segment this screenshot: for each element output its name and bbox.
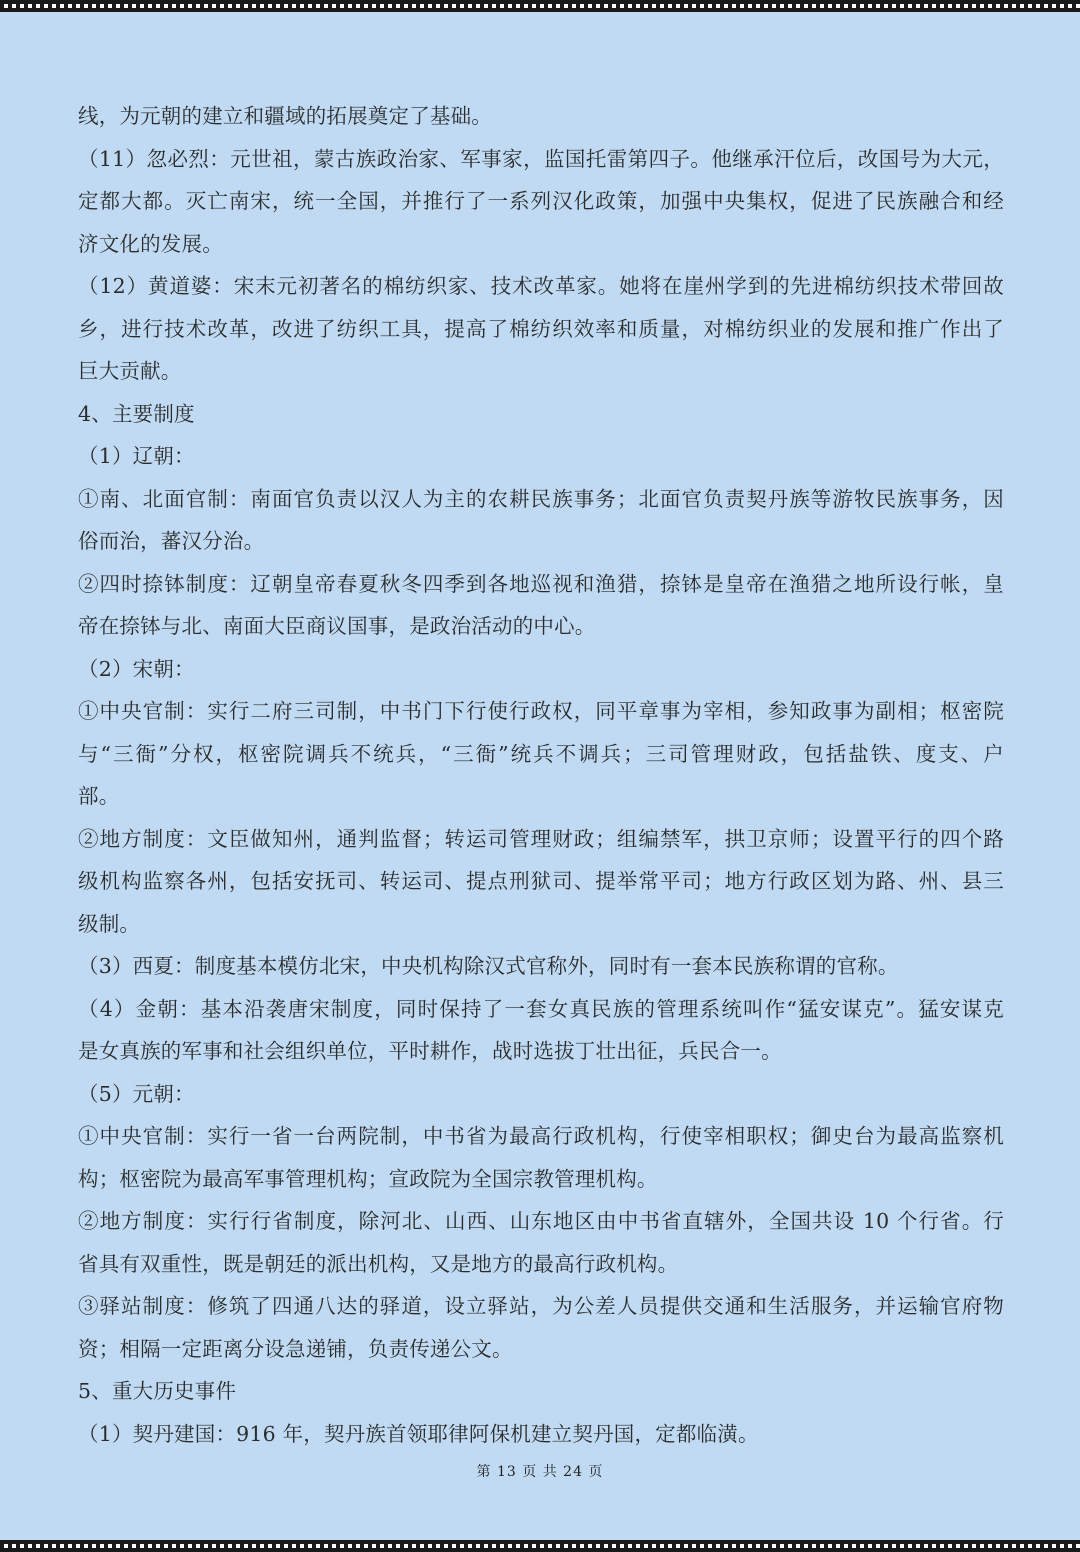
text-line: 4、主要制度: [78, 401, 195, 426]
text-line: （4）金朝：基本沿袭唐宋制度，同时保持了一套女真民族的管理系统叫作“猛安谋克”。猛安谋克: [78, 996, 1004, 1021]
text-line: （1）辽朝：: [78, 444, 195, 468]
text-line: 巨大贡献。: [78, 359, 182, 383]
text-line: 乡，进行技术改革，改进了纺织工具，提高了棉纺织效率和质量，对棉纺织业的发展和推广作出了: [78, 316, 1004, 341]
text-line: （5）元朝：: [78, 1081, 195, 1106]
top-decorative-border: [0, 0, 1080, 12]
text-line: 级制。: [78, 911, 141, 936]
text-line: （2）宋朝：: [78, 656, 195, 681]
text-line: 构；枢密院为最高军事管理机构；宣政院为全国宗教管理机构。: [78, 1166, 658, 1191]
text-line: 线，为元朝的建立和疆域的拓展奠定了基础。: [78, 104, 492, 128]
text-line: 是女真族的军事和社会组织单位，平时耕作，战时选拔丁壮出征，兵民合一。: [78, 1039, 782, 1063]
bottom-decorative-border: [0, 1540, 1080, 1552]
text-line: ③驿站制度：修筑了四通八达的驿道，设立驿站，为公差人员提供交通和生活服务，并运输官府物: [78, 1294, 1004, 1318]
text-line: 济文化的发展。: [78, 231, 223, 256]
text-line: 定都大都。灭亡南宋，统一全国，并推行了一系列汉化政策，加强中央集权，促进了民族融合和经: [78, 189, 1004, 213]
text-line: ①中央官制：实行二府三司制，中书门下行使行政权，同平章事为宰相，参知政事为副相；枢密院: [78, 699, 1004, 723]
text-line: 资；相隔一定距离分设急递铺，负责传递公文。: [78, 1336, 513, 1361]
text-line: 省具有双重性，既是朝廷的派出机构，又是地方的最高行政机构。: [78, 1251, 679, 1276]
text-line: （11）忽必烈：元世祖，蒙古族政治家、军事家，监国托雷第四子。他继承汗位后，改国号为大元，: [78, 146, 1004, 171]
text-line: 与“三衙”分权，枢密院调兵不统兵，“三衙”统兵不调兵；三司管理财政，包括盐铁、度支、户: [78, 741, 1004, 766]
text-line: ②地方制度：实行行省制度，除河北、山西、山东地区由中书省直辖外，全国共设 10 个行省。行: [78, 1209, 1004, 1233]
text-line: 帝在捺钵与北、南面大臣商议国事，是政治活动的中心。: [78, 614, 596, 638]
page-footer: 第 13 页 共 24 页: [476, 1464, 604, 1480]
text-line: ①南、北面官制：南面官负责以汉人为主的农耕民族事务；北面官负责契丹族等游牧民族事务，因: [78, 486, 1004, 511]
text-line: （12）黄道婆：宋末元初著名的棉纺织家、技术改革家。她将在崖州学到的先进棉纺织技术带回故: [78, 274, 1004, 298]
text-line: ②四时捺钵制度：辽朝皇帝春夏秋冬四季到各地巡视和渔猎，捺钵是皇帝在渔猎之地所设行帐，皇: [78, 571, 1004, 596]
text-line: （3）西夏：制度基本模仿北宋，中央机构除汉式官称外，同时有一套本民族称谓的官称。: [78, 954, 899, 978]
text-line: 级机构监察各州，包括安抚司、转运司、提点刑狱司、提举常平司；地方行政区划为路、州、县三: [78, 869, 1004, 893]
text-line: 5、重大历史事件: [78, 1379, 237, 1403]
text-line: ①中央官制：实行一省一台两院制，中书省为最高行政机构，行使宰相职权；御史台为最高监察机: [78, 1124, 1004, 1148]
text-line: ②地方制度：文臣做知州，通判监督；转运司管理财政；组编禁军，拱卫京师；设置平行的四个路: [78, 826, 1004, 851]
text-line: 俗而治，蕃汉分治。: [78, 529, 265, 553]
text-line: 部。: [78, 784, 120, 808]
document-body: [78, 95, 1004, 1455]
text-line: （1）契丹建国：916 年，契丹族首领耶律阿保机建立契丹国，定都临潢。: [78, 1421, 759, 1446]
